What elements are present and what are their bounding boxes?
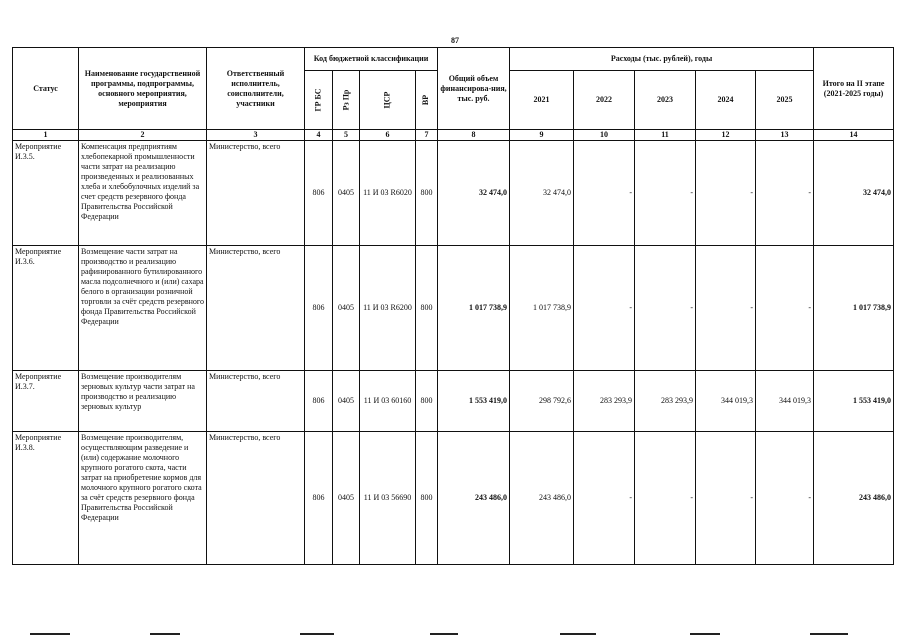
row-name: Возмещение производителям зерновых культур части затрат на производство и реализацию зерновых культур [79, 371, 207, 432]
row-total: 1 017 738,9 [438, 246, 510, 371]
header-expenses: Расходы (тыс. рублей), годы [510, 48, 814, 71]
header-budget-code: Код бюджетной классификации [305, 48, 438, 71]
row-total: 32 474,0 [438, 141, 510, 246]
row-vr: 800 [416, 371, 438, 432]
row-status: Мероприятие И.3.7. [13, 371, 79, 432]
row-csr: 11 И 03 60160 [360, 371, 416, 432]
row-vr: 800 [416, 246, 438, 371]
row-status: Мероприятие И.3.8. [13, 432, 79, 565]
row-stage-total: 1 017 738,9 [814, 246, 894, 371]
row-status: Мероприятие И.3.6. [13, 246, 79, 371]
row-2022: - [574, 141, 635, 246]
row-stage-total: 32 474,0 [814, 141, 894, 246]
row-total: 1 553 419,0 [438, 371, 510, 432]
row-csr: 11 И 03 R6020 [360, 141, 416, 246]
row-grbs: 806 [305, 371, 333, 432]
row-2023: 283 293,9 [635, 371, 696, 432]
header-name: Наименование государственной программы, подпрограммы, основного мероприятия, мероприятия [79, 48, 207, 130]
column-number-row [13, 130, 894, 141]
row-2023: - [635, 432, 696, 565]
column-number: 11 [635, 130, 696, 141]
column-number: 8 [438, 130, 510, 141]
row-grbs: 806 [305, 432, 333, 565]
table-row [13, 371, 894, 432]
table-row [13, 246, 894, 371]
row-2021: 298 792,6 [510, 371, 574, 432]
row-2021: 243 486,0 [510, 432, 574, 565]
header-row-1 [13, 48, 894, 71]
row-2023: - [635, 246, 696, 371]
row-rzpr: 0405 [333, 432, 360, 565]
row-executor: Министерство, всего [207, 141, 305, 246]
column-number: 6 [360, 130, 416, 141]
header-year-2022: 2022 [574, 71, 635, 130]
header-rzpr-label: Рз Пр [341, 89, 350, 111]
row-executor: Министерство, всего [207, 246, 305, 371]
row-2025: 344 019,3 [756, 371, 814, 432]
row-2024: - [696, 141, 756, 246]
row-executor: Министерство, всего [207, 432, 305, 565]
header-csr [360, 71, 416, 130]
table-row [13, 141, 894, 246]
row-grbs: 806 [305, 246, 333, 371]
header-executor: Ответственный исполнитель, соисполнители, участники [207, 48, 305, 130]
row-csr: 11 И 03 56690 [360, 432, 416, 565]
header-stage-total: Итого на II этапе (2021-2025 годы) [814, 48, 894, 130]
row-rzpr: 0405 [333, 141, 360, 246]
row-2022: - [574, 246, 635, 371]
scan-edge-marks [0, 633, 905, 637]
row-2025: - [756, 141, 814, 246]
column-number: 7 [416, 130, 438, 141]
row-stage-total: 243 486,0 [814, 432, 894, 565]
row-name: Возмещение части затрат на производство и реализацию рафинированного бутилированного масла подсолнечного и (или) сахара белого в организации розничной торговли за счёт средств резервного фонда Правительства Российской Федерации [79, 246, 207, 371]
column-number: 12 [696, 130, 756, 141]
row-vr: 800 [416, 141, 438, 246]
column-number: 4 [305, 130, 333, 141]
header-year-2021: 2021 [510, 71, 574, 130]
column-number: 10 [574, 130, 635, 141]
row-vr: 800 [416, 432, 438, 565]
row-2021: 32 474,0 [510, 141, 574, 246]
row-2025: - [756, 246, 814, 371]
header-year-2024: 2024 [696, 71, 756, 130]
row-name: Возмещение производителям, осуществляющим разведение и (или) содержание молочного крупного рогатого скота, части затрат на приобретение кормов для молочного крупного рогатого скота за счёт средств резервного фонда Правительства Российской Федерации [79, 432, 207, 565]
column-number: 14 [814, 130, 894, 141]
row-2022: - [574, 432, 635, 565]
column-number: 3 [207, 130, 305, 141]
budget-table [12, 47, 894, 565]
row-rzpr: 0405 [333, 371, 360, 432]
row-2024: 344 019,3 [696, 371, 756, 432]
row-2021: 1 017 738,9 [510, 246, 574, 371]
row-2023: - [635, 141, 696, 246]
header-csr-label: ЦСР [382, 91, 392, 109]
row-2024: - [696, 432, 756, 565]
row-status: Мероприятие И.3.5. [13, 141, 79, 246]
row-executor: Министерство, всего [207, 371, 305, 432]
header-grbs-label: ГР БС [313, 88, 323, 112]
column-number: 5 [333, 130, 360, 141]
header-status: Статус [13, 48, 79, 130]
row-2025: - [756, 432, 814, 565]
column-number: 2 [79, 130, 207, 141]
row-2022: 283 293,9 [574, 371, 635, 432]
column-number: 13 [756, 130, 814, 141]
row-name: Компенсация предприятиям хлебопекарной промышленности части затрат на реализацию произведенных и реализованных хлеба и хлебобулочных изделий за счет средств резервного фонда Правительства Российской Федерации [79, 141, 207, 246]
header-vr-label: ВР [421, 94, 431, 106]
header-year-2023: 2023 [635, 71, 696, 130]
header-rzpr [333, 71, 360, 130]
row-2024: - [696, 246, 756, 371]
header-vr [416, 71, 438, 130]
header-year-2025: 2025 [756, 71, 814, 130]
table-row [13, 432, 894, 565]
header-total-volume: Общий объем финансирова-ния, тыс. руб. [438, 48, 510, 130]
page-number: 87 [451, 36, 459, 45]
header-grbs [305, 71, 333, 130]
row-grbs: 806 [305, 141, 333, 246]
column-number: 9 [510, 130, 574, 141]
row-csr: 11 И 03 R6200 [360, 246, 416, 371]
column-number: 1 [13, 130, 79, 141]
row-stage-total: 1 553 419,0 [814, 371, 894, 432]
row-total: 243 486,0 [438, 432, 510, 565]
row-rzpr: 0405 [333, 246, 360, 371]
